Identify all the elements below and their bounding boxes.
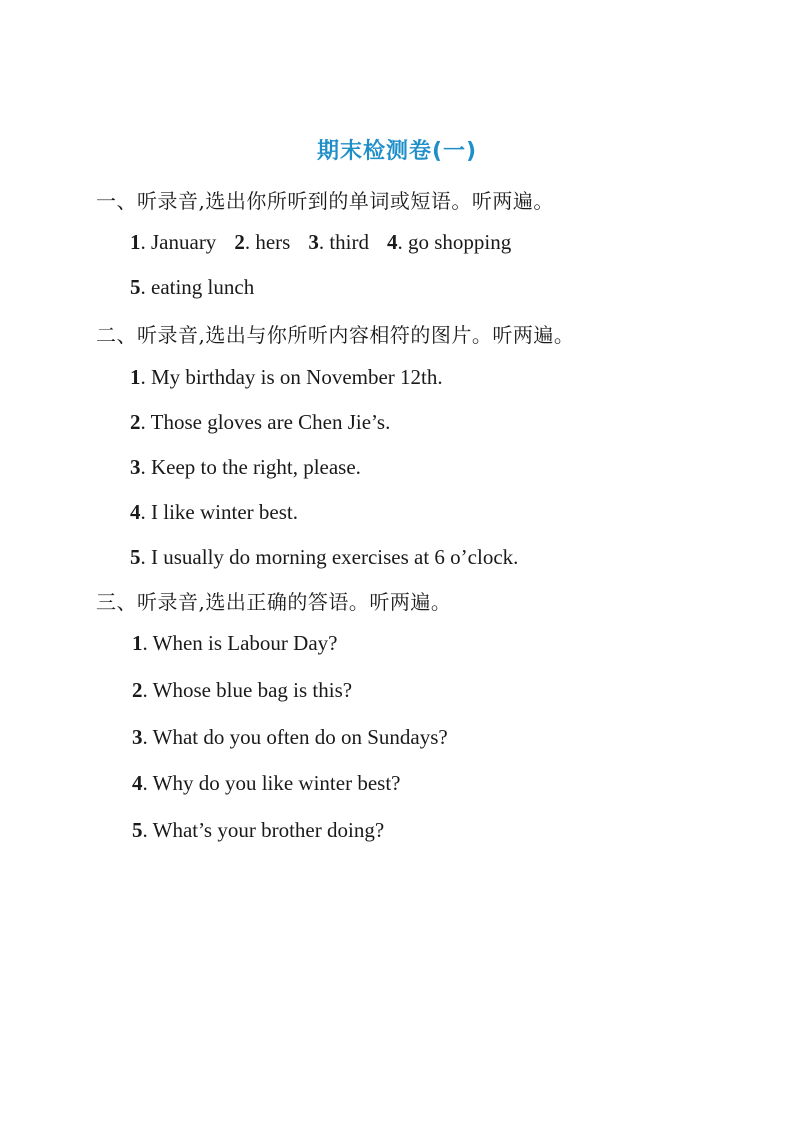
item-text: . hers: [244, 230, 291, 254]
item-number: 1: [130, 230, 141, 254]
item-text: . When is Labour Day?: [142, 631, 338, 655]
item-number: 1: [130, 365, 141, 389]
item-number: 4: [386, 230, 398, 254]
item-number: 3: [308, 230, 319, 254]
item-number: 4: [130, 500, 141, 524]
item-number: 1: [132, 631, 143, 655]
page-title: 期末检测卷(一): [316, 139, 478, 164]
section-2-item-5: [130, 545, 518, 570]
item-text: . I usually do morning exercises at 6 o’clock.: [140, 545, 519, 569]
section-3-item-2: [132, 678, 352, 703]
section-2-heading: 二、听录音,选出与你所听内容相符的图片。听两遍。: [96, 323, 575, 347]
item-text: . Whose blue bag is this?: [142, 678, 353, 702]
section-1-line-1: [130, 230, 511, 255]
section-3-item-5: [132, 818, 384, 843]
item-number: 3: [132, 725, 143, 749]
item-text: . third: [318, 230, 369, 254]
section-2-item-4: [130, 500, 298, 525]
section-3-heading: 三、听录音,选出正确的答语。听两遍。: [96, 590, 452, 614]
item-text: . What’s your brother doing?: [142, 818, 385, 842]
item-number: 2: [234, 230, 245, 254]
item-number: 5: [130, 545, 141, 569]
section-2-item-2: [130, 410, 390, 435]
section-3-item-3: [132, 725, 448, 750]
item-text: . I like winter best.: [140, 500, 298, 524]
section-2-item-1: [130, 365, 443, 390]
item-text: . Keep to the right, please.: [140, 455, 361, 479]
section-3-item-1: [132, 631, 337, 656]
item-text: . January: [140, 230, 217, 254]
item-text: . Why do you like winter best?: [142, 771, 401, 795]
item-text: . Those gloves are Chen Jie’s.: [140, 410, 391, 434]
item-text: . My birthday is on November 12th.: [140, 365, 443, 389]
section-1-heading: 一、听录音,选出你所听到的单词或短语。听两遍。: [96, 189, 554, 213]
section-1-line-2: [130, 275, 254, 300]
section-3-item-4: [132, 771, 400, 796]
item-number: 2: [132, 678, 143, 702]
item-text: . eating lunch: [140, 275, 255, 299]
item-number: 2: [130, 410, 141, 434]
item-number: 5: [130, 275, 141, 299]
item-number: 3: [130, 455, 141, 479]
section-2-item-3: [130, 455, 361, 480]
item-text: . What do you often do on Sundays?: [142, 725, 448, 749]
item-text: . go shopping: [397, 230, 512, 254]
item-number: 4: [132, 771, 143, 795]
item-number: 5: [132, 818, 143, 842]
